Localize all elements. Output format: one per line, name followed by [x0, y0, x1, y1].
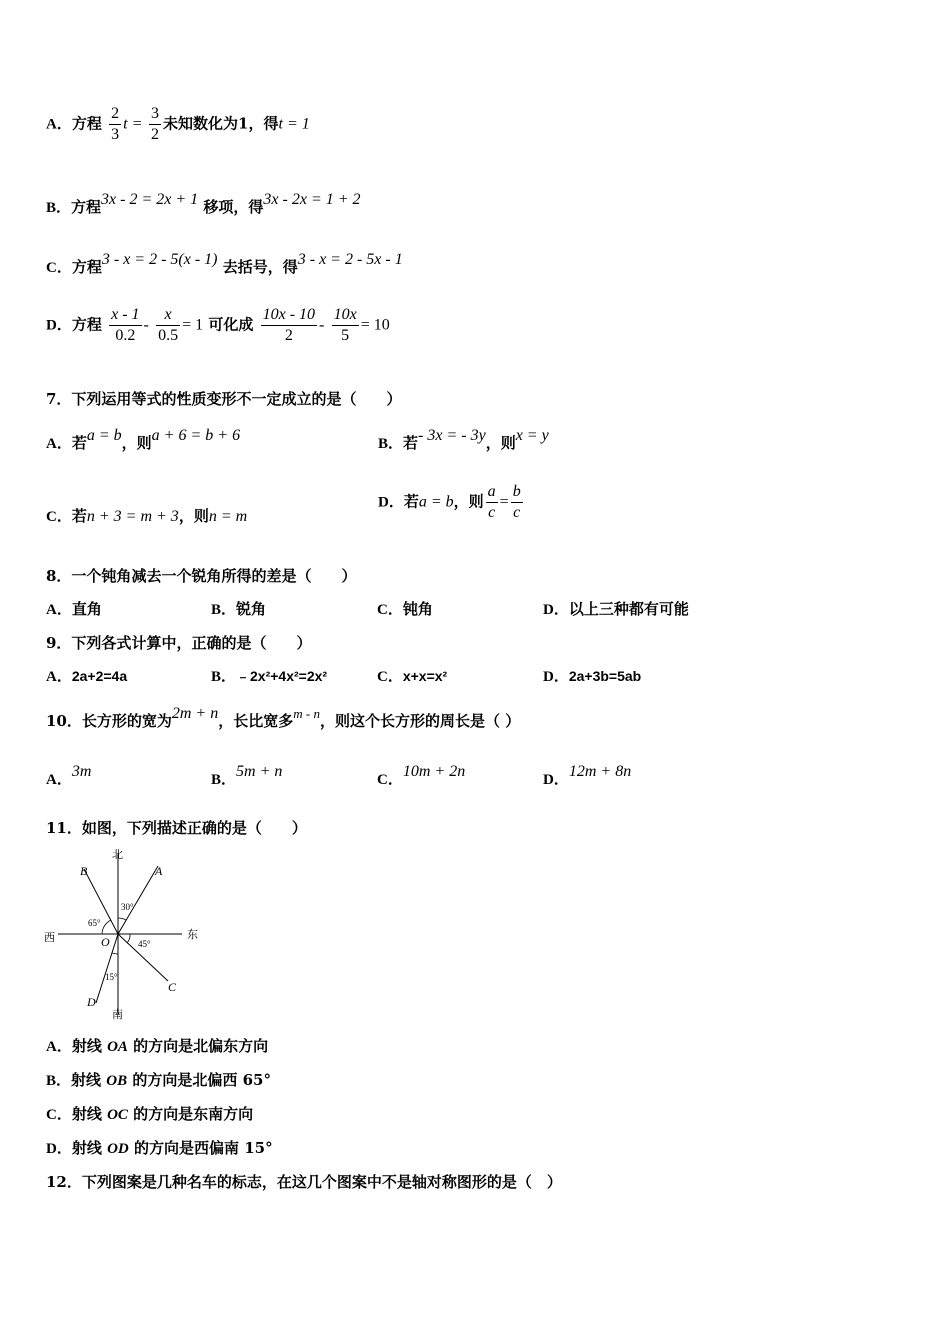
label-d: D [87, 995, 96, 1009]
fraction: $\frac{2}{3}$ [111, 105, 120, 143]
math-op: - [143, 316, 149, 334]
q10-option-a: A．3m [46, 763, 92, 788]
math-expr: x = y [515, 427, 549, 444]
label-a: A [155, 864, 163, 878]
label-45: 45° [138, 939, 151, 949]
q11-stem: 11．如图，下列描述正确的是（ ） [46, 819, 307, 837]
math-expr: t = 1 [278, 115, 310, 133]
label-15: 15° [105, 972, 118, 982]
q6-option-a [46, 104, 310, 145]
math-expr: 3x - 2x = 1 + 2 [263, 191, 361, 208]
compass-figure [40, 843, 210, 1023]
angle-arc-30 [118, 918, 126, 920]
fraction: $\frac{10x - 10}{2}$ [262, 306, 316, 344]
q7-option-c: C．若n + 3 = m + 3，则n = m [46, 507, 248, 525]
option-label: C． [46, 260, 72, 276]
label-east: 东 [187, 929, 198, 941]
math-expr: m - n [293, 706, 320, 721]
q8-option-d: D．以上三种都有可能 [543, 600, 689, 618]
q8-option-b: B．锐角 [211, 600, 267, 618]
label-west: 西 [44, 932, 55, 944]
label-c: C [168, 980, 177, 994]
q11-option-c: C．射线 OC 的方向是东南方向 [46, 1105, 254, 1123]
math-eq: = [132, 115, 142, 133]
q10-stem: 10．长方形的宽为2m + n，长比宽多m - n，则这个长方形的周长是（ ） [46, 705, 521, 730]
math-expr: a = b [418, 493, 454, 511]
fraction: $\frac{10x}{5}$ [333, 306, 357, 344]
option-text: 未知数化为1，得 [163, 114, 279, 133]
label-b: B [80, 864, 88, 878]
q9-option-b: B．﹣2x²+4x²=2x² [211, 668, 328, 685]
option-text: 可化成 [208, 315, 254, 334]
q8-stem: 8．一个钝角减去一个锐角所得的差是（ ） [46, 567, 357, 585]
label-30: 30° [121, 902, 134, 912]
q10-option-c: C．10m + 2n [377, 763, 466, 788]
q11-option-b: B．射线 OB 的方向是北偏西 65° [46, 1071, 271, 1089]
option-label: B． [46, 200, 72, 216]
q7-stem: 7．下列运用等式的性质变形不一定成立的是（ ） [46, 390, 402, 408]
math-expr: a = b [86, 427, 122, 444]
option-label: A． [46, 116, 72, 133]
option-text: 方程 [71, 258, 102, 276]
q10-option-b: B．5m + n [211, 763, 283, 788]
option-text: 方程 [71, 198, 102, 216]
angle-arc-45 [127, 934, 130, 943]
fraction: $\frac{x - 1}{0.2}$ [111, 306, 140, 344]
option-text: 方程 [71, 315, 102, 334]
q11-option-d: D．射线 OD 的方向是西偏南 15° [46, 1139, 273, 1157]
math-expr: n = m [208, 508, 248, 525]
math-expr: = 1 [182, 316, 204, 334]
q7-option-b: B．若- 3x = - 3y，则x = y [378, 427, 549, 452]
q9-stem: 9．下列各式计算中，正确的是（ ） [46, 634, 312, 652]
option-text: 去括号，得 [222, 258, 298, 276]
math-expr: 3 - x = 2 - 5x - 1 [297, 251, 403, 268]
option-label: D． [46, 317, 72, 334]
q6-option-c [46, 251, 403, 277]
q9-option-d: D．2a+3b=5ab [543, 668, 642, 685]
math-expr: 2m + n [171, 705, 219, 722]
q11-option-a: A．射线 OA 的方向是北偏东方向 [46, 1037, 269, 1055]
fraction: $\frac{x}{0.5}$ [158, 306, 179, 344]
q6-option-d [46, 305, 390, 346]
q7-option-d: D．若a = b，则 $\frac{a}{c}$ = $\frac{b}{c}$ [378, 483, 521, 521]
math-expr: 3x - 2 = 2x + 1 [101, 191, 199, 208]
option-text: 移项，得 [203, 198, 264, 216]
math-expr: n + 3 = m + 3 [86, 508, 179, 525]
q9-option-a: A．2a+2=4a [46, 668, 128, 685]
q9-option-c: C．x+x=x² [377, 668, 448, 685]
angle-arc-65 [102, 920, 111, 934]
label-o: O [101, 935, 110, 949]
q12-stem: 12．下列图案是几种名车的标志，在这几个图案中不是轴对称图形的是（ ） [46, 1173, 562, 1191]
math-expr: a + 6 = b + 6 [151, 427, 241, 444]
math-var: t [123, 115, 128, 133]
math-op: - [319, 316, 325, 334]
option-text: 方程 [71, 114, 102, 133]
fraction: $\frac{a}{c}$ [487, 483, 496, 521]
fraction: $\frac{b}{c}$ [512, 483, 521, 521]
angle-arc-15 [112, 953, 118, 954]
label-south: 南 [112, 1009, 123, 1021]
math-expr: = 10 [360, 316, 390, 334]
label-65: 65° [88, 918, 101, 928]
q6-option-b [46, 191, 361, 217]
q8-option-c: C．钝角 [377, 600, 433, 618]
fraction: $\frac{3}{2}$ [151, 105, 160, 143]
ray-oa [118, 866, 158, 934]
q7-option-a: A．若a = b，则a + 6 = b + 6 [46, 427, 241, 452]
q10-option-d: D．12m + 8n [543, 763, 632, 788]
math-expr: 3 - x = 2 - 5(x - 1) [101, 251, 218, 268]
q8-option-a: A．直角 [46, 600, 102, 618]
label-north: 北 [112, 849, 123, 861]
math-expr: - 3x = - 3y [418, 427, 486, 444]
